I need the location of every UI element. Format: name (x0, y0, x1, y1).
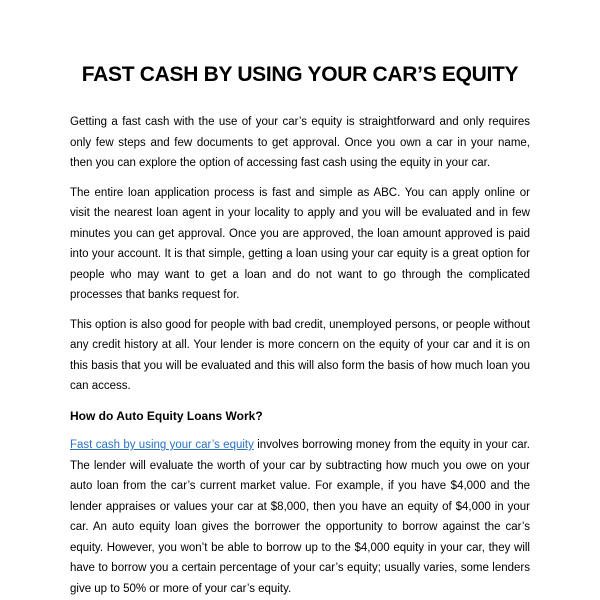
paragraph-intro: Getting a fast cash with the use of your car’s equity is straightforward and only requires only few steps and few documents to get approval. Once you own a car in your name, then you can explore the option of accessing fast cash using the equity in your car. (70, 116, 530, 170)
fast-cash-equity-link[interactable]: Fast cash by using your car’s equity (70, 439, 254, 452)
section-heading-how-loans-work: How do Auto Equity Loans Work? (70, 408, 263, 423)
document-title: FAST CASH BY USING YOUR CAR’S EQUITY (81, 63, 519, 86)
paragraph-bad-credit: This option is also good for people with bad credit, unemployed persons, or people without any credit history at all. Your lender is more concern on the equity of your car and it is on this basis that you will be evaluated and this will also form the basis of how much loan you can access. (70, 318, 530, 393)
paragraph-how-it-works (70, 435, 530, 599)
paragraph-how-it-works-text: involves borrowing money from the equity in your car. The lender will evaluate the worth of your car by subtracting how much you owe on your auto loan from the car’s current market value. For example, if you have $4,000 and the lender appraises or values your car at $8,000, then you have an equity of $4,000 in your car. An auto equity loan gives the borrower the opportunity to borrow against the car’s equity. However, you won’t be able to borrow up to the $4,000 equity in your car, they will have to borrow you a certain percentage of your car’s equity; usually varies, some lenders give up to 50% or more of your car’s equity. (70, 439, 530, 595)
paragraph-application-process: The entire loan application process is fast and simple as ABC. You can apply online or visit the nearest loan agent in your locality to apply and you will be evaluated and in few minutes you can get approval. Once you are approved, the loan amount approved is paid into your account. It is that simple, getting a loan using your car equity is a great option for people who may want to get a loan and do not want to go through the complicated processes that banks request for. (70, 186, 530, 302)
